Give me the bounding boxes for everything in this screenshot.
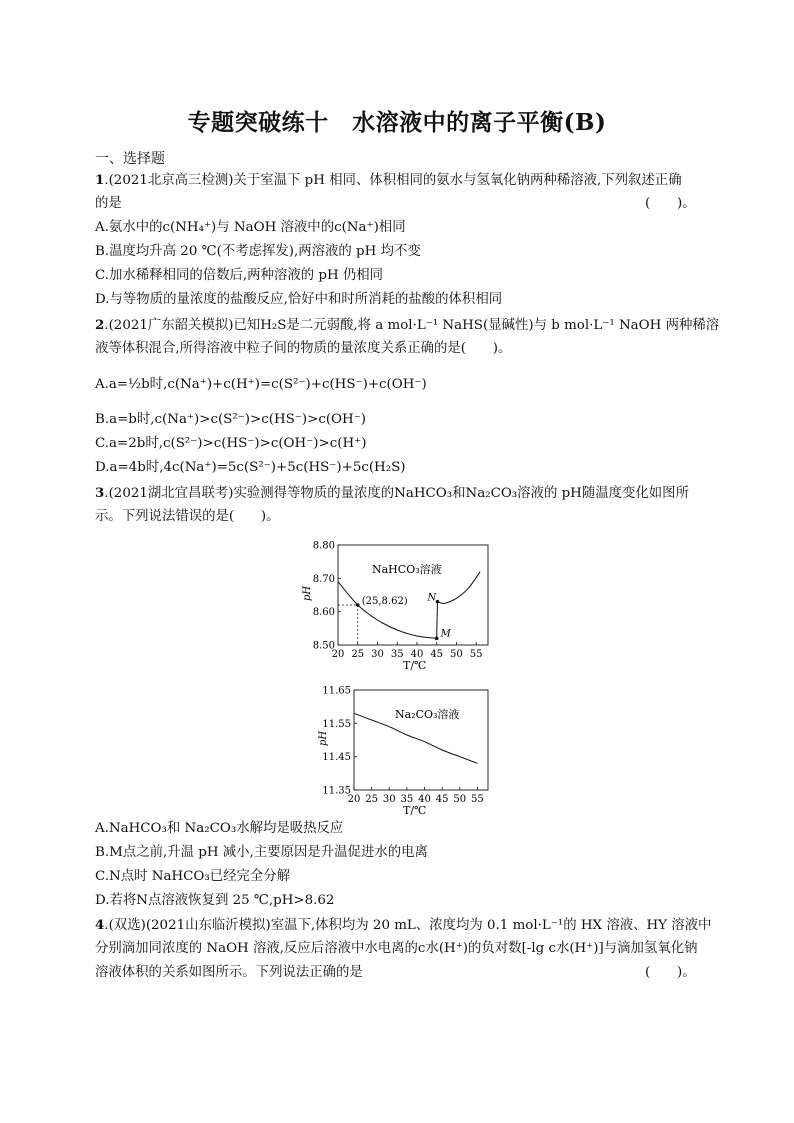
chart2-title: Na₂CO₃溶液: [395, 708, 460, 721]
q3-stem-text1: .(2021湖北宜昌联考)实验测得等物质的量浓度的NaHCO₃和Na₂CO₃溶液的 pH随温度变化如图所: [104, 486, 689, 501]
chart1-ylabel: pH: [302, 585, 313, 601]
point-n-label: N: [427, 592, 437, 604]
c1-xtick-label: 50: [450, 649, 463, 660]
q2-option-b: B.a=b时,c(Na⁺)>c(S²⁻)>c(HS⁻)>c(OH⁻): [95, 412, 366, 427]
c2-xtick-label: 25: [365, 794, 378, 805]
chart1-annotations: [338, 593, 452, 645]
c2-xtick-label: 40: [418, 794, 431, 805]
chart1-xlabel: T/℃: [403, 659, 427, 672]
q2-option-d: D.a=4b时,4c(Na⁺)=5c(S²⁻)+5c(HS⁻)+5c(H₂S): [95, 460, 406, 475]
q4-stem-line1: [95, 916, 711, 935]
q2-stem-text1: .(2021广东韶关模拟)已知H₂S是二元弱酸,将 a mol·L⁻¹ NaHS(显碱性)与 b mol·L⁻¹ NaOH 两种稀溶: [104, 318, 720, 333]
chart1-axes: [338, 545, 488, 645]
q3-number: 3: [95, 485, 105, 501]
q2-option-a: A.a=½b时,c(Na⁺)+c(H⁺)=c(S²⁻)+c(HS⁻)+c(OH⁻): [95, 377, 427, 392]
nahco3-ph-chart: [300, 533, 500, 673]
q4-number: 4: [95, 917, 105, 933]
q4-answer-paren: ( )。: [645, 965, 696, 980]
c2-ytick-label: 11.55: [322, 718, 351, 730]
c2-xtick-label: 20: [347, 794, 361, 805]
chart2-ticks: [322, 686, 483, 806]
c1-ytick-label: 8.80: [312, 540, 335, 552]
c1-xtick-label: 30: [371, 649, 384, 660]
point-m-label: M: [440, 628, 451, 640]
q2-stem-line2: 液等体积混合,所得溶液中粒子间的物质的量浓度关系正确的是( )。: [95, 341, 512, 356]
na2co3-ph-chart: [300, 678, 500, 818]
c1-series-line: [338, 582, 437, 639]
q1-option-b: B.温度均升高 20 ℃(不考虑挥发),两溶液的 pH 均不变: [95, 244, 421, 259]
q3-figure: [300, 533, 500, 818]
c2-ytick-label: 11.65: [322, 685, 351, 697]
chart2-xlabel: T/℃: [403, 804, 427, 817]
c1-xtick-label: 55: [469, 649, 483, 660]
q1-number: 1: [95, 172, 105, 188]
c2-xtick-label: 30: [382, 794, 396, 805]
q3-option-a: A.NaHCO₃和 Na₂CO₃水解均是吸热反应: [95, 821, 344, 836]
q1-option-d: D.与等物质的量浓度的盐酸反应,恰好中和时所消耗的盐酸的体积相同: [95, 292, 503, 307]
section-heading: 一、选择题: [95, 151, 165, 167]
page-title: 专题突破练十 水溶液中的离子平衡(B): [187, 109, 607, 136]
c2-xtick-label: 50: [453, 794, 467, 805]
point-25-marker: [356, 603, 360, 607]
c1-xtick-label: 20: [331, 649, 345, 660]
q3-stem-line1: [95, 484, 689, 503]
q2-stem-line1: [95, 316, 719, 335]
q4-stem-text1: .(双选)(2021山东临沂模拟)室温下,体积均为 20 mL、浓度均为 0.1 mol·L⁻¹的 HX 溶液、HY 溶液中: [104, 918, 712, 933]
c2-ytick-label: 11.45: [322, 752, 351, 764]
c1-series-line: [437, 572, 480, 604]
c2-ytick-label: 11.35: [322, 785, 351, 797]
q2-number: 2: [95, 317, 105, 333]
chart2-ylabel: pH: [318, 730, 329, 746]
c1-ytick-label: 8.60: [312, 607, 335, 619]
q1-answer-paren: ( )。: [645, 196, 696, 211]
c1-series-line: [437, 602, 438, 639]
c1-xtick-label: 35: [390, 649, 404, 660]
q1-stem-line1: [95, 171, 682, 190]
q1-option-c: C.加水稀释相同的倍数后,两种溶液的 pH 仍相同: [95, 268, 384, 283]
c2-xtick-label: 55: [471, 794, 484, 805]
q3-option-d: D.若将N点溶液恢复到 25 ℃,pH>8.62: [95, 893, 335, 908]
c1-xtick-label: 45: [430, 649, 444, 660]
q1-stem-line2: 的是: [95, 196, 122, 211]
q2-option-c: C.a=2b时,c(S²⁻)>c(HS⁻)>c(OH⁻)>c(H⁺): [95, 436, 367, 451]
c1-xtick-label: 40: [410, 649, 424, 660]
chart1-title: NaHCO₃溶液: [372, 563, 442, 576]
c2-xtick-label: 35: [400, 794, 414, 805]
q1-stem-text1: .(2021北京高三检测)关于室温下 pH 相同、体积相同的氨水与氢氧化钠两种稀溶液,下列叙述正确: [104, 173, 682, 188]
c2-xtick-label: 45: [435, 794, 449, 805]
c1-xtick-label: 25: [351, 649, 365, 660]
q3-option-b: B.M点之前,升温 pH 减小,主要原因是升温促进水的电离: [95, 845, 428, 860]
q3-option-c: C.N点时 NaHCO₃已经完全分解: [95, 869, 291, 884]
q4-stem-line3: 溶液体积的关系如图所示。下列说法正确的是: [95, 965, 363, 980]
annotation-point-label: (25,8.62): [361, 596, 408, 607]
c1-ytick-label: 8.50: [312, 640, 335, 652]
c1-frame: [338, 545, 488, 645]
q3-stem-line2: 示。下列说法错误的是( )。: [95, 509, 280, 524]
c1-ytick-label: 8.70: [312, 573, 335, 585]
q4-stem-line2: 分别滴加同浓度的 NaOH 溶液,反应后溶液中水电离的c水(H⁺)的负对数[-lg c水(H⁺)]与滴加氢氧化钠: [95, 941, 698, 956]
q1-option-a: A.氨水中的c(NH₄⁺)与 NaOH 溶液中的c(Na⁺)相同: [95, 220, 406, 235]
point-m-marker: [435, 637, 439, 641]
